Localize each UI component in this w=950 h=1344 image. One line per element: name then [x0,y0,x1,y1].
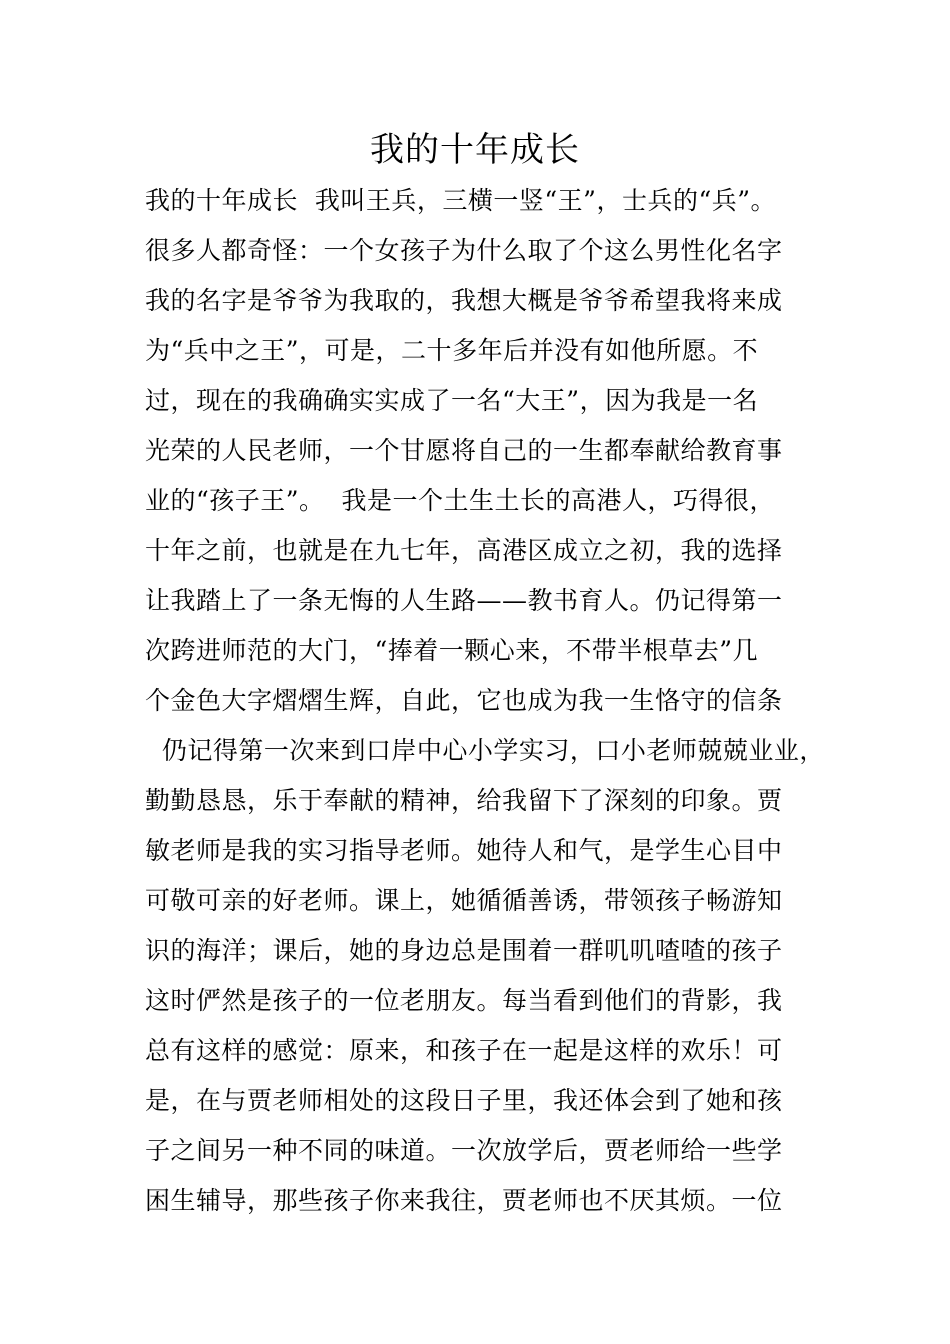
body-line: 识的海洋；课后，她的身边总是围着一群叽叽喳喳的孩子 [145,936,783,965]
body-line: 业的“孩子王”。 我是一个土生土长的高港人，巧得很， [145,486,775,515]
body-line: 总有这样的感觉：原来，和孩子在一起是这样的欢乐！可 [145,1036,783,1065]
body-line: 次跨进师范的大门，“捧着一颗心来，不带半根草去”几 [145,636,759,665]
document-body [145,176,845,1226]
body-line: 很多人都奇怪：一个女孩子为什么取了个这么男性化名字 [145,236,783,265]
body-line: 仍记得第一次来到口岸中心小学实习，口小老师兢兢业业， [145,736,825,765]
body-line: 子之间另一种不同的味道。一次放学后，贾老师给一些学 [145,1136,783,1165]
body-line: 勤勤恳恳，乐于奉献的精神，给我留下了深刻的印象。贾 [145,786,783,815]
body-line: 光荣的人民老师，一个甘愿将自己的一生都奉献给教育事 [145,436,783,465]
document-title: 我的十年成长 [370,130,580,170]
body-line: 是，在与贾老师相处的这段日子里，我还体会到了她和孩 [145,1086,783,1115]
body-line: 可敬可亲的好老师。课上，她循循善诱，带领孩子畅游知 [145,886,783,915]
body-line: 敏老师是我的实习指导老师。她待人和气，是学生心目中 [145,836,783,865]
body-line: 十年之前，也就是在九七年，高港区成立之初，我的选择 [145,536,783,565]
body-line: 我的名字是爷爷为我取的，我想大概是爷爷希望我将来成 [145,286,783,315]
body-line: 困生辅导，那些孩子你来我往，贾老师也不厌其烦。一位 [145,1186,783,1215]
body-line: 我的十年成长 我叫王兵，三横一竖“王”，士兵的“兵”。 [145,186,777,215]
body-line: 这时俨然是孩子的一位老朋友。每当看到他们的背影，我 [145,986,783,1015]
body-line: 个金色大字熠熠生辉，自此，它也成为我一生恪守的信条 [145,686,783,715]
body-line: 过，现在的我确确实实成了一名“大王”，因为我是一名 [145,386,759,415]
body-line: 为“兵中之王”，可是，二十多年后并没有如他所愿。不 [145,336,759,365]
body-line: 让我踏上了一条无悔的人生路——教书育人。仍记得第一 [145,586,783,615]
